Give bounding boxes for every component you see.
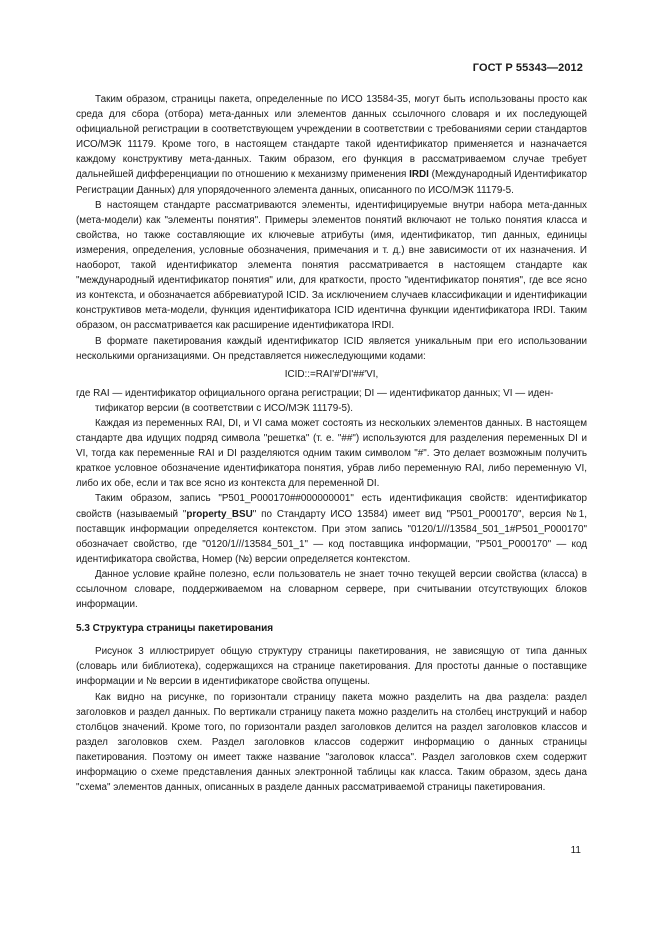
paragraph-1: Таким образом, страницы пакета, определенные по ИСО 13584-35, могут быть использованы просто как среда для сбора (отбора) мета-данных или элементов данных ссылочного словаря и их последующей официальной регистрации в соответствующем учреждении в соответствии с требованиями серии стандартов ИСО/МЭК 11179. Кроме того, в настоящем стандарте такой идентификатор применяется и назначается каждому конструктиву мета-данных. Таким образом, его функция в рассматриваемом случае требует дальнейшей дифференциации по отношению к механизму применения IRDI (Международный Идентификатор Регистрации Данных) для упорядоченного элемента данных, описанного по ИСО/МЭК 11179-5. — [76, 94, 587, 196]
paragraph-5: Каждая из переменных RAI, DI, и VI сама может состоять из нескольких элементов данных. В настоящем стандарте два идущих подряд символа "решетка" (т. е. "##") используются для разделения переменных DI и VI, тогда как переменные RAI и DI разделяются одним таким символом "#". Это делает возможным получить краткое условное обозначение идентификатора понятия, убрав либо переменную RAI, либо переменную VI, либо их обе, если и так все ясно из контекста для переменной DI. — [76, 417, 587, 490]
paragraph-6: Таким образом, запись "P501_P000170##000000001" есть идентификация свойств: идентификатор свойств (называемый "property_BSU" по Стандарту ИСО 13584) имеет вид "P501_P000170", версия №1, поставщик информации определяется контекстом. При этом запись "0120/1///13584_501_1#P501_P000170" обозначает свойство, где "0120/1///13584_501_1" — код поставщика информации, "P501_P000170" — код идентификатора свойства, Номер (№) версии определяется контекстом. — [76, 493, 588, 565]
document-header: ГОСТ Р 55343—2012 — [472, 62, 583, 74]
paragraph-7: Данное условие крайне полезно, если пользователь не знает точно текущей версии свойства (класса) в ссылочном словаре, поддерживаемом на словарном сервере, при считывании отсутствующих блоков информации. — [76, 568, 587, 611]
page-number: 11 — [570, 845, 581, 856]
paragraph-3: В формате пакетирования каждый идентификатор ICID является уникальным при его использовании несколькими организациями. Он представляется нижеследующими кодами: — [76, 335, 587, 362]
paragraph-8: Рисунок 3 иллюстрирует общую структуру страницы пакетирования, не зависящую от типа данных (словарь или библиотека), содержащихся на странице пакетирования. Для простоты данные о поставщике информации и № версии в идентификаторе свойства опущены. — [76, 646, 587, 688]
where-clause: где RAI — идентификатор официального органа регистрации; DI — идентификатор данных; VI — иден- — [76, 387, 554, 399]
page-body — [76, 92, 587, 795]
icid-formula: ICID::=RAI'#'DI'##'VI, — [284, 368, 379, 380]
paragraph-2: В настоящем стандарте рассматриваются элементы, идентифицируемые внутри набора мета-данных (мета-модели) как "элементы понятия". Примеры элементов понятий включают не только понятия класса и свойства, но также составляющие их ключевые атрибуты (имя, идентификатор, тип данных, единицы измерения, определения, условные обозначения, примечания и т. д.) вне зависимости от их назначения. И наоборот, такой идентификатор элемента понятия рассматривается в настоящем стандарте как "международный идентификатор понятия" или, для краткости, просто "идентификатор понятия", где все ясно из контекста, и обозначается аббревиатурой ICID. За исключением случаев классификации и идентификации конструктивов мета-модели, функция идентификатора ICID идентична функции идентификатора IRDI. Таким образом, он рассматривается как расширение идентификатора IRDI. — [76, 199, 587, 332]
paragraph-9: Как видно на рисунке, по горизонтали страницу пакета можно разделить на два раздела: раздел заголовков и раздел данных. По вертикали страницу пакета можно разделить на столбец инструкций и набор столбцов значений. Кроме того, по горизонтали раздел заголовков делится на раздел заголовков классов и раздел заголовков схем. Раздел заголовков классов содержит информацию о данных страницы пакетирования. Поэтому он имеет также название "заголовок класса". Раздел заголовков схем содержит информацию о схеме представления данных электронной таблицы как класса. Таким образом, здесь дана "схема" элементов данных, описанных в разделе данных рассматриваемой страницы пакетирования. — [76, 691, 587, 794]
section-heading: 5.3 Структура страницы пакетирования — [76, 623, 274, 635]
where-clause-continuation: тификатор версии (в соответствии с ИСО/МЭК 11179-5). — [95, 402, 354, 414]
